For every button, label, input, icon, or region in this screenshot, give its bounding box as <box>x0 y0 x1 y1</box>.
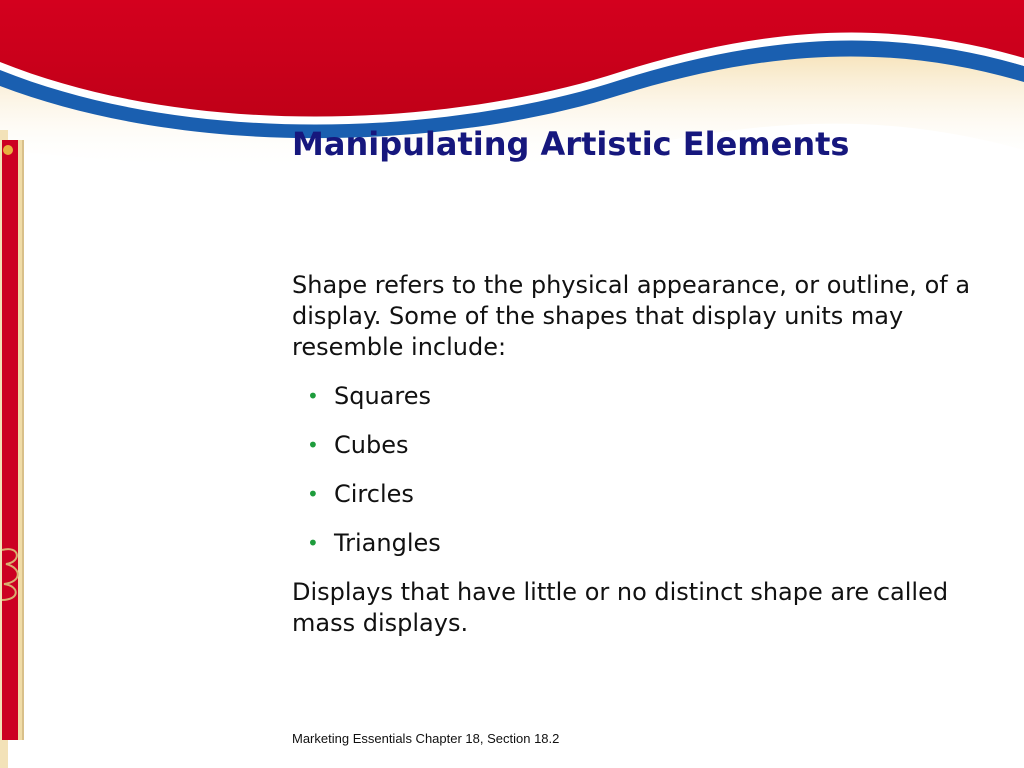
ornament-icon <box>3 145 13 155</box>
closing-paragraph: Displays that have little or no distinct shape are called mass displays. <box>292 578 949 637</box>
list-item <box>292 381 992 412</box>
slide-title: Manipulating Artistic Elements <box>292 125 850 163</box>
shape-list <box>292 381 992 559</box>
bullet-icon: • <box>307 482 319 506</box>
list-item-label: Triangles <box>334 529 441 557</box>
slide-footer: Marketing Essentials Chapter 18, Section 18.2 <box>292 731 560 746</box>
intro-paragraph: Shape refers to the physical appearance, or outline, of a display. Some of the shapes that display units may resemble include: <box>292 271 971 361</box>
list-item-label: Squares <box>334 382 431 410</box>
list-item <box>292 528 992 559</box>
list-item-label: Circles <box>334 480 414 508</box>
bullet-icon: • <box>307 384 319 408</box>
bullet-icon: • <box>307 433 319 457</box>
slide-body <box>292 270 992 639</box>
list-item <box>292 479 992 510</box>
list-item <box>292 430 992 461</box>
left-decorative-border <box>0 130 30 768</box>
bullet-icon: • <box>307 531 319 555</box>
list-item-label: Cubes <box>334 431 409 459</box>
